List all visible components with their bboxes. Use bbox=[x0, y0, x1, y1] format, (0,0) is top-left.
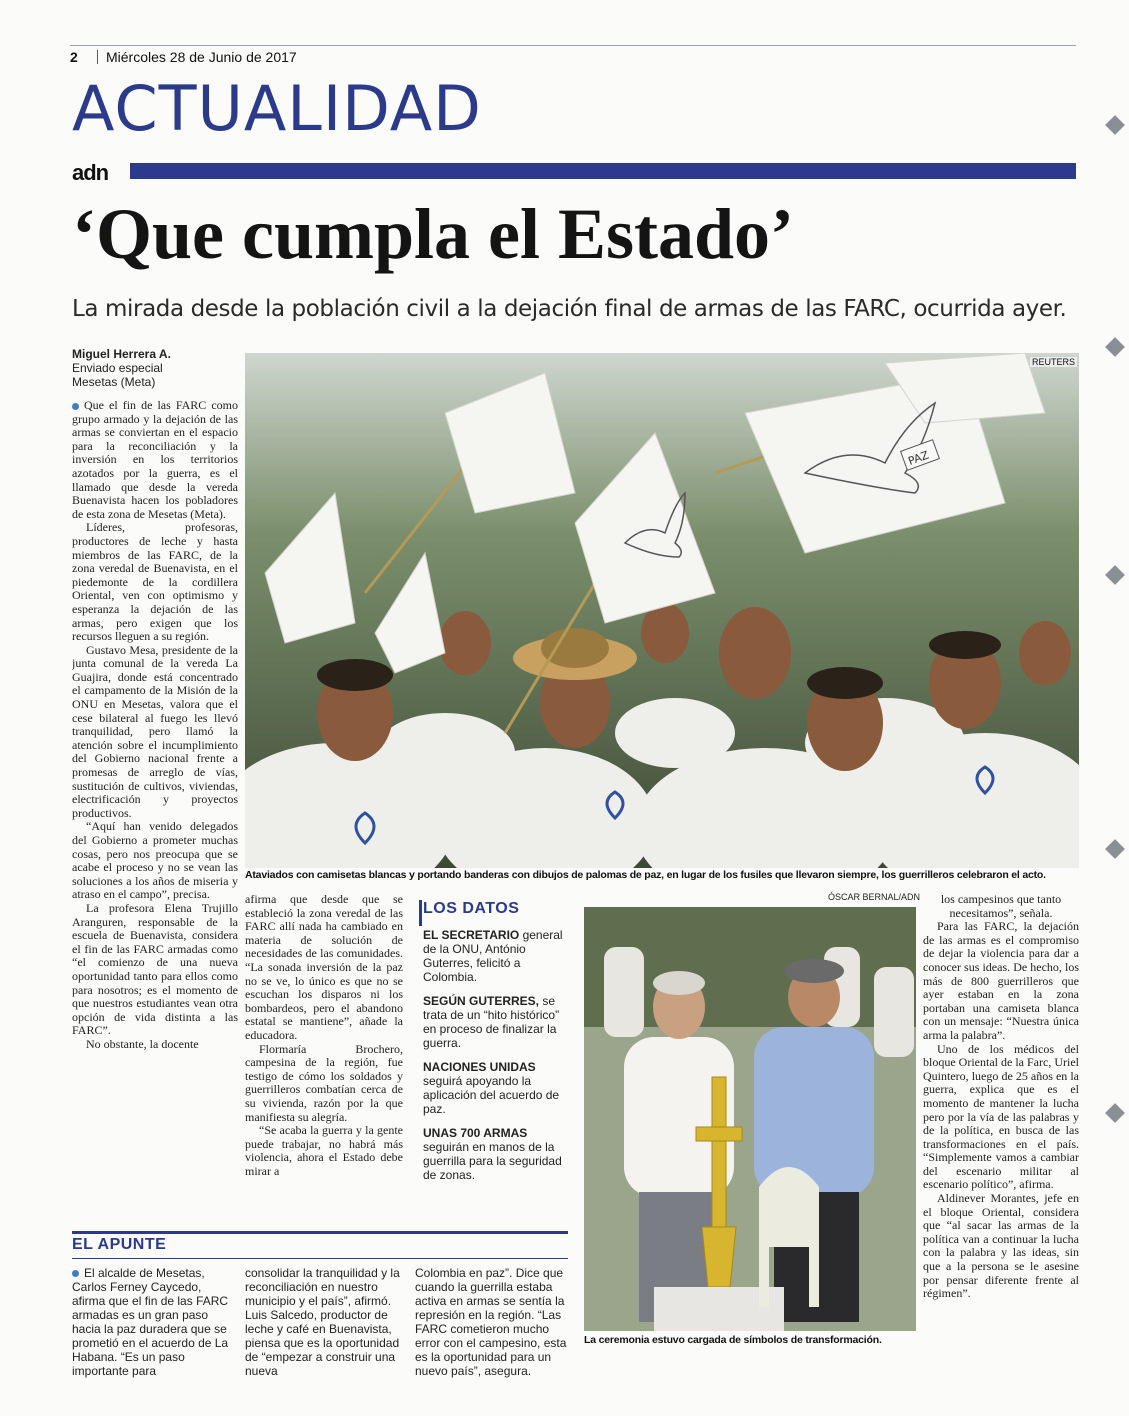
paragraph: afirma que desde que se estableció la zona veredal de las FARC allí nada ha cambiado en materia de solución de necesidades de las comunidades. “La sonada inversión de la paz no se ve, lo único es que no se escuchan los disparos ni los bombardeos, pero el abandono estatal se mantiene”, añade la educadora. bbox=[245, 893, 403, 1042]
edge-marker bbox=[1105, 1103, 1125, 1123]
edge-marker bbox=[1105, 337, 1125, 357]
paragraph: “Se acaba la guerra y la gente puede trabajar, no habrá más violencia, ahora el Estado debe mirar a bbox=[245, 1123, 403, 1178]
author-name: Miguel Herrera A. bbox=[72, 347, 171, 361]
paragraph: Uno de los médicos del bloque Oriental de la Farc, Uriel Quintero, luego de 25 años en la guerra, explica que es el momento de mantener la lucha pero por la vía de las palabras y de la política, en busca de las transformaciones en el país. “Simplemente vamos a cambiar del escenario militar al escenario político”, afirma. bbox=[923, 1041, 1079, 1192]
article-column-2 bbox=[245, 893, 403, 1211]
paragraph: No obstante, la docente bbox=[86, 1036, 199, 1051]
photo-caption: Ataviados con camisetas blancas y portando banderas con dibujos de palomas de paz, en lugar de los fusiles que llevaron siempre, los guerrilleros celebraron el acto. bbox=[245, 869, 1046, 881]
dato-item: UNAS 700 ARMAS seguirán en manos de la guerrilla para la seguridad de zonas. bbox=[423, 1126, 562, 1182]
paragraph: Aldinever Morantes, jefe en el bloque Oriental, considera que “al sacar las armas de la política van a continuar la lucha con la palabra y las ideas, sin que a la persona se le asesine por pensar diferente frente al régimen”. bbox=[923, 1191, 1079, 1301]
photo-credit: ÓSCAR BERNAL/ADN bbox=[827, 892, 920, 902]
ceremony-image bbox=[584, 907, 916, 1331]
ceremony-photo bbox=[584, 907, 916, 1331]
apunte-title: EL APUNTE bbox=[72, 1236, 167, 1253]
header-rule bbox=[70, 45, 1076, 46]
page-date: Miércoles 28 de Junio de 2017 bbox=[106, 49, 297, 65]
header-separator bbox=[97, 50, 98, 64]
paragraph: Gustavo Mesa, presidente de la junta comunal de la vereda La Guajira, donde está concentrado el campamento de la Misión de la ONU en Mesetas, valora que el cese bilateral al fuego les llevó tranquilidad, pero llamó la atención sobre el incumplimiento del Gobierno nacional frente a promesas de arreglo de vías, sustitución de cultivos, viviendas, electrificación y proyectos productivos. bbox=[72, 642, 238, 820]
bullet-icon bbox=[72, 403, 79, 410]
author-role: Enviado especial bbox=[72, 361, 163, 375]
apunte-column-2: consolidar la tranquilidad y la reconciliación en nuestro municipio y el país”, afirmó. Luis Salcedo, productor de leche y café en Buenavista, piensa que es la oportunidad de “empezar a construir una nueva bbox=[245, 1266, 400, 1378]
datos-box bbox=[419, 900, 569, 1190]
paragraph: Flormaría Brochero, campesina de la región, fue testigo de cómo los soldados y guerrilleros combatían cerca de su vivienda, razón por la que manifiesta su alegría. bbox=[245, 1041, 403, 1124]
paragraph: los campesinos que tanto necesitamos”, señala. bbox=[940, 893, 1062, 920]
main-photo bbox=[245, 353, 1079, 868]
dato-item: EL SECRETARIO general de la ONU, António Guterres, felicitó a Colombia. bbox=[423, 928, 563, 984]
byline bbox=[72, 347, 238, 389]
article-column-1 bbox=[72, 399, 238, 1221]
paragraph: La profesora Elena Trujillo Aranguren, responsable de la escuela de Buenavista, considera el fin de las FARC armadas como “el comienzo de una nueva oportunidad tanto para ellos como para nosotros; es el momento de que nuestros estudiantes vean otra opción de vida distinta a las FARC”. bbox=[72, 900, 238, 1038]
paragraph: Líderes, profesoras, productores de leche y hasta miembros de las FARC, de la zona veredal de Buenavista, en el piedemonte de la cordillera Oriental, ven con optimismo y esperanza la dejación de las armas, pero exigen que los recursos lleguen a su región. bbox=[72, 520, 238, 644]
author-location: Mesetas (Meta) bbox=[72, 375, 156, 389]
adn-logo: adn bbox=[72, 160, 109, 185]
bullet-icon bbox=[72, 1270, 79, 1277]
edge-marker bbox=[1105, 115, 1125, 135]
brand-bar bbox=[130, 163, 1076, 179]
apunte-column-3: Colombia en paz”. Dice que cuando la guerrilla estaba activa en armas se sentía la represión en la región. “Las FARC cometieron mucho error con el campesino, esta es la oportunidad para un nuevo país”, asegura. bbox=[415, 1266, 567, 1378]
flag-text: PAZ bbox=[906, 448, 931, 468]
photo-caption: La ceremonia estuvo cargada de símbolos de transformación. bbox=[584, 1334, 882, 1346]
crowd-with-flags-image bbox=[245, 353, 1079, 868]
paragraph: “Aquí han venido delegados del Gobierno a prometer muchas cosas, pero nos preocupa que se acabe el proceso y no se vean las soluciones a los años de miseria y atraso en el campo”, precisa. bbox=[72, 819, 238, 902]
datos-title: LOS DATOS bbox=[423, 900, 520, 917]
paragraph: Para las FARC, la dejación de las armas es el compromiso de dejar la violencia para dar a conocer sus ideas. De hecho, los más de 800 guerrilleros que ayer estaban en la zona portaban una camiseta blanca con un mensaje: “Nuestra única arma la palabra”. bbox=[923, 919, 1079, 1042]
photo-credit: REUTERS bbox=[1032, 357, 1076, 367]
section-title: ACTUALIDAD bbox=[72, 72, 482, 145]
headline: ‘Que cumpla el Estado’ bbox=[72, 194, 795, 274]
article-column-5 bbox=[923, 893, 1079, 1325]
page-number: 2 bbox=[70, 49, 78, 65]
apunte-rule bbox=[72, 1258, 568, 1259]
apunte-column-1: El alcalde de Mesetas, Carlos Ferney Caycedo, afirma que el fin de las FARC armadas es un gran paso hacia la paz duradera que se prometió en el acuerdo de La Habana. “Es un paso importante para bbox=[72, 1266, 229, 1378]
subheadline: La mirada desde la población civil a la dejación final de armas de las FARC, ocurrida ayer. bbox=[72, 296, 1067, 322]
edge-marker bbox=[1105, 839, 1125, 859]
edge-marker bbox=[1105, 565, 1125, 585]
apunte-bar bbox=[72, 1231, 568, 1234]
dato-item: NACIONES UNIDAS seguirá apoyando la aplicación del acuerdo de paz. bbox=[423, 1060, 560, 1116]
paragraph: Que el fin de las FARC como grupo armado y la dejación de las armas se conviertan en el espacio para la reconciliación y la inversión en los territorios azotados por la guerra, es el llamado que desde la vereda Buenavista hacen los pobladores de esta zona de Mesetas (Meta). bbox=[72, 399, 238, 521]
dato-item: SEGÚN GUTERRES, se trata de un “hito histórico” en proceso de finalizar la guerra. bbox=[423, 994, 560, 1050]
